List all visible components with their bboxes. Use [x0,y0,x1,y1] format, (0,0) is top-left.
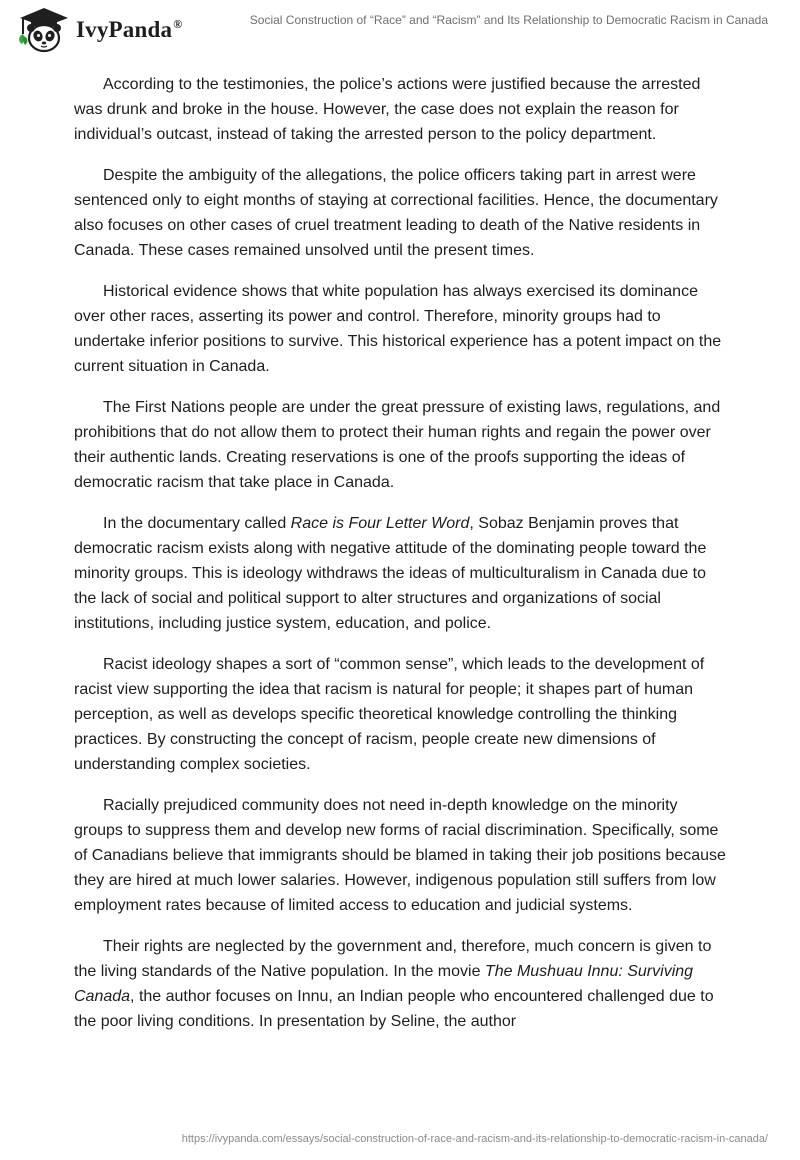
paragraph [74,934,730,1034]
paragraph-text: Their rights are neglected by the government and, therefore, much concern is given to the living standards of the Native population. In the movie [74,938,712,980]
paragraph: The First Nations people are under the great pressure of existing laws, regulations, and prohibitions that do not allow them to protect their human rights and regain the power over their authentic lands. Creating reservations is one of the proofs supporting the ideas of democratic racism that take place in Canada. [74,399,721,491]
film-title: The Mushuau Innu: Surviving Canada [74,963,694,1005]
paragraph-text: , the author focuses on Innu, an Indian people who encountered challenged due to the poor living conditions. In presentation by Seline, the author [74,988,714,1030]
logo-name: IvyPanda [76,17,173,42]
paragraph: According to the testimonies, the police’s actions were justified because the arrested was drunk and broke in the house. However, the case does not explain the reason for individual’s outcast, instead of taking the arrested person to the policy department. [74,76,701,143]
source-url[interactable]: https://ivypanda.com/essays/social-construction-of-race-and-racism-and-its-relationship-to-democratic-racism-in-canada/ [181,1133,768,1145]
film-title: Race is Four Letter Word [290,515,470,532]
essay-body [74,72,730,1050]
paragraph: Despite the ambiguity of the allegations, the police officers taking part in arrest were sentenced only to eight months of staying at correctional facilities. Hence, the documentary also focuses on other cases of cruel treatment leading to death of the Native residents in Canada. These cases remained unsolved until the present times. [74,167,718,259]
paragraph: Racially prejudiced community does not need in-depth knowledge on the minority groups to suppress them and develop new forms of racial discrimination. Specifically, some of Canadians believe that immigrants should be blamed in taking their job positions because they are hired at much lower salaries. However, indigenous population still suffers from low employment rates because of limited access to education and judicial systems. [74,797,726,914]
document-title: Social Construction of “Race” and “Racism” and Its Relationship to Democratic Racism in Canada [249,13,768,27]
ivypanda-logo[interactable] [14,6,182,54]
paragraph-text: In the documentary called [103,515,291,532]
paragraph-text: , Sobaz Benjamin proves that democratic racism exists along with negative attitude of the dominating people toward the minority groups. This is ideology withdraws the ideas of multiculturalism in Canada due to the lack of social and political support to alter structures and organizations of social institutions, including justice system, education, and police. [74,515,707,632]
paragraph [74,511,730,636]
logo-text [76,17,182,43]
paragraph: Racist ideology shapes a sort of “common sense”, which leads to the development of racist view supporting the idea that racism is natural for people; it shapes part of human perception, as well as develops specific theoretical knowledge controlling the thinking practices. By constructing the concept of racism, people create new dimensions of understanding complex societies. [74,656,705,773]
panda-graduate-icon [14,6,72,54]
page-header [0,0,800,60]
registered-mark: ® [173,17,183,32]
paragraph: Historical evidence shows that white population has always exercised its dominance over other races, asserting its power and control. Therefore, minority groups had to undertake inferior positions to survive. This historical experience has a potent impact on the current situation in Canada. [74,283,722,375]
